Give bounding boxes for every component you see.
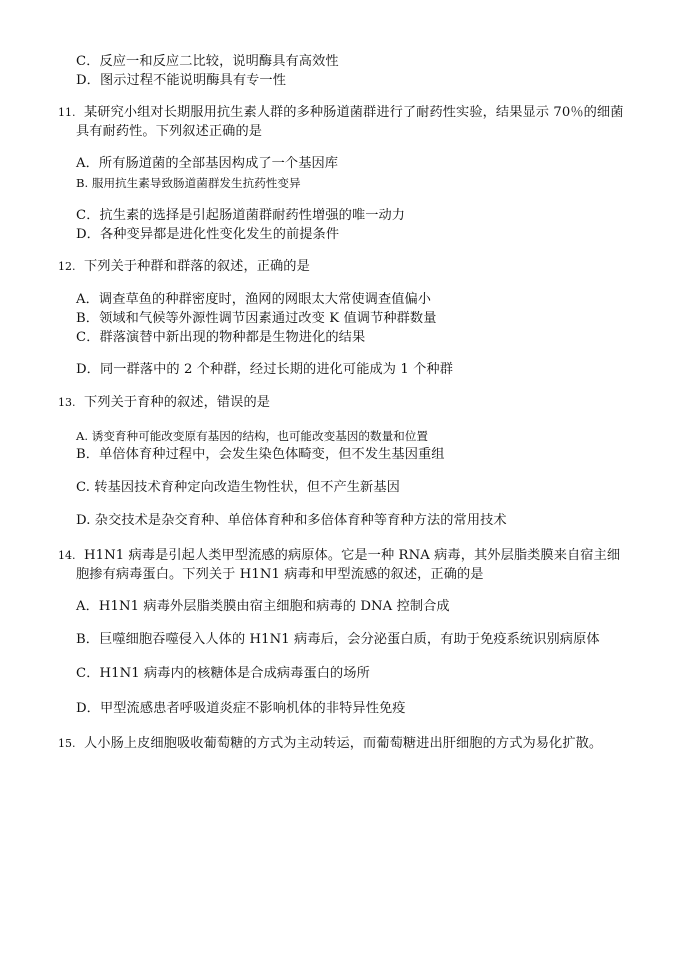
q10-option-d: D．图示过程不能说明酶具有专一性 (76, 73, 286, 88)
question-11-stem-line1: 某研究小组对长期服用抗生素人群的多种肠道菌群进行了耐药性实验，结果显示 70％的细菌 (84, 105, 624, 120)
q11-option-b: B. 服用抗生素导致肠道菌群发生抗药性变异 (76, 176, 301, 190)
question-number-14: 14. (58, 549, 76, 562)
q13-option-b: B．单倍体育种过程中，会发生染色体畸变，但不发生基因重组 (76, 447, 445, 462)
q11-option-c: C．抗生素的选择是引起肠道菌群耐药性增强的唯一动力 (76, 208, 406, 223)
q12-option-b: B．领域和气候等外源性调节因素通过改变 K 值调节种群数量 (76, 311, 437, 326)
q13-option-a: A. 诱变育种可能改变原有基因的结构，也可能改变基因的数量和位置 (76, 429, 428, 443)
q14-option-c: C．H1N1 病毒内的核糖体是合成病毒蛋白的场所 (76, 666, 370, 681)
q12-option-c: C．群落演替中新出现的物种都是生物进化的结果 (76, 330, 366, 345)
q13-option-d: D. 杂交技术是杂交育种、单倍体育种和多倍体育种等育种方法的常用技术 (76, 513, 507, 528)
q10-option-c: C．反应一和反应二比较，说明酶具有高效性 (76, 54, 339, 69)
q14-option-d: D．甲型流感患者呼吸道炎症不影响机体的非特异性免疫 (76, 701, 406, 716)
q12-option-d: D．同一群落中的 2 个种群，经过长期的进化可能成为 1 个种群 (76, 362, 454, 377)
q12-option-a: A．调查草鱼的种群密度时，渔网的网眼太大常使调查值偏小 (76, 292, 432, 307)
question-13-stem: 下列关于育种的叙述，错误的是 (84, 395, 271, 410)
question-11-stem-line2: 具有耐药性。下列叙述正确的是 (76, 124, 263, 139)
question-number-12: 12. (58, 260, 76, 273)
question-number-13: 13. (58, 396, 76, 409)
q11-option-d: D．各种变异都是进化性变化发生的前提条件 (76, 227, 340, 242)
question-14-stem-line2: 胞掺有病毒蛋白。下列关于 H1N1 病毒和甲型流感的叙述，正确的是 (76, 567, 484, 582)
question-number-11: 11. (58, 106, 76, 119)
question-12-stem: 下列关于种群和群落的叙述，正确的是 (84, 259, 310, 274)
q14-option-b: B．巨噬细胞吞噬侵入人体的 H1N1 病毒后，会分泌蛋白质，有助于免疫系统识别病原体 (76, 632, 600, 647)
q14-option-a: A．H1N1 病毒外层脂类膜由宿主细胞和病毒的 DNA 控制合成 (76, 599, 450, 614)
q11-option-a: A．所有肠道菌的全部基因构成了一个基因库 (76, 156, 339, 171)
q13-option-c: C. 转基因技术育种定向改造生物性状，但不产生新基因 (76, 480, 400, 495)
question-15-stem: 人小肠上皮细胞吸收葡萄糖的方式为主动转运，而葡萄糖进出肝细胞的方式为易化扩散。 (84, 736, 603, 751)
question-14-stem-line1: H1N1 病毒是引起人类甲型流感的病原体。它是一种 RNA 病毒，其外层脂类膜来自宿主细 (84, 548, 621, 563)
question-number-15: 15. (58, 737, 76, 750)
